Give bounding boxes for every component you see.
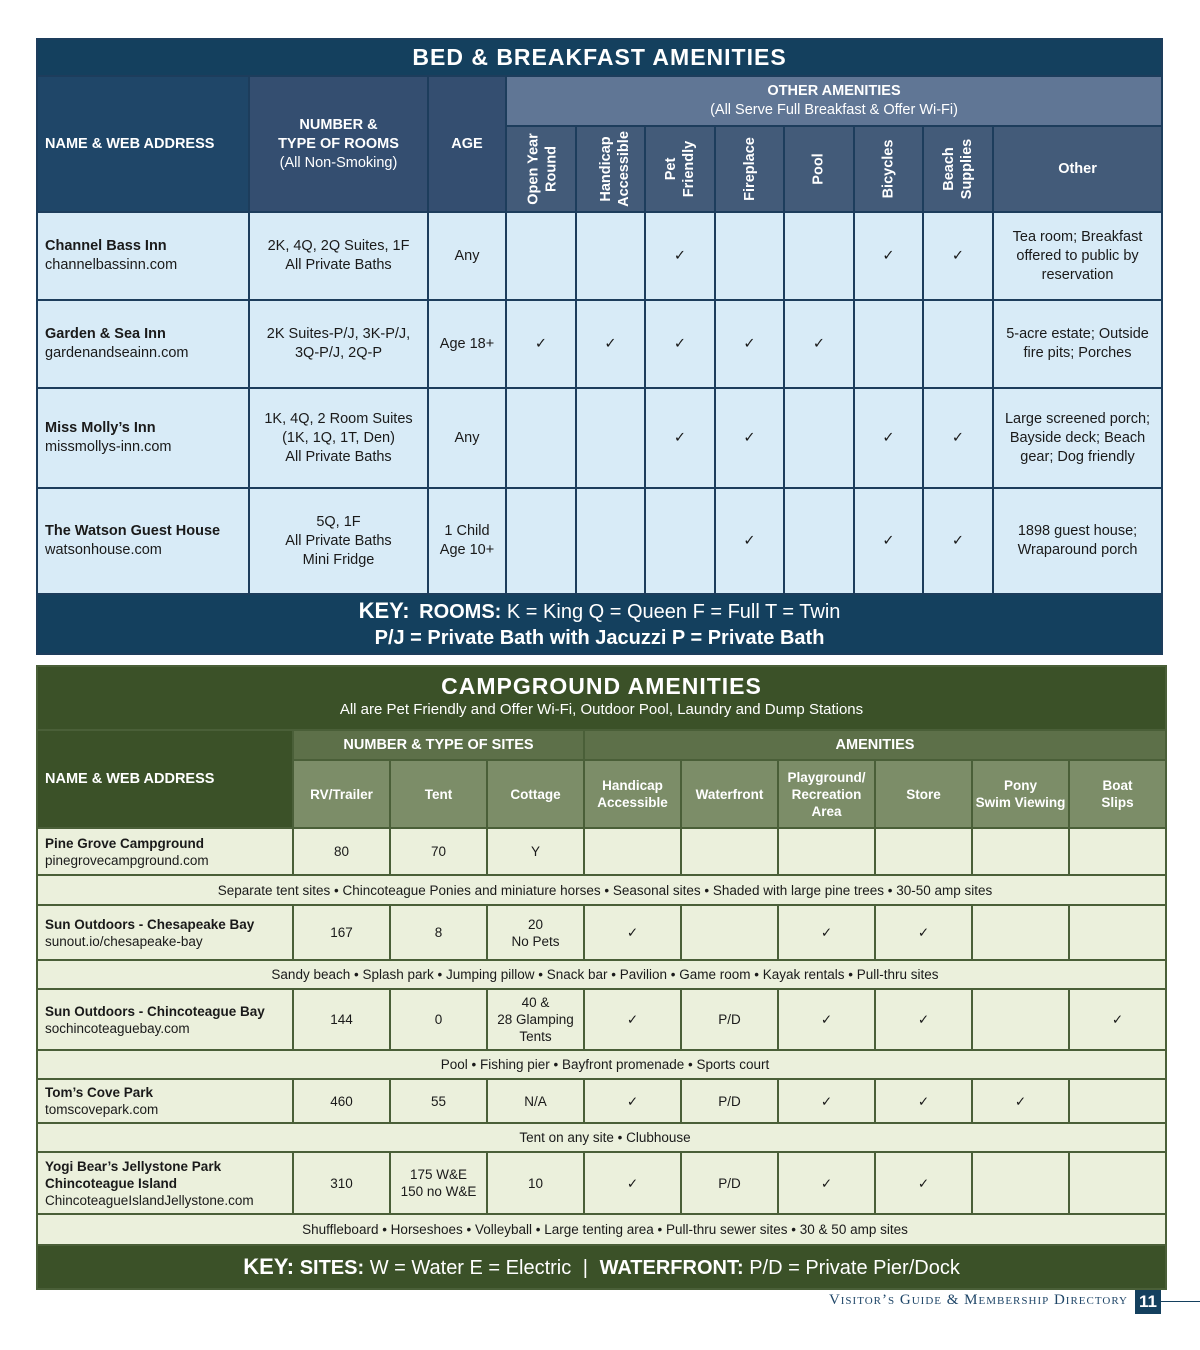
bb-header-other-amenities: OTHER AMENITIES (All Serve Full Breakfast & Offer Wi-Fi) (506, 76, 1162, 126)
cg-header-playground: Playground/ Recreation Area (778, 760, 875, 828)
bb-amenities-table (36, 38, 1163, 655)
cg-rv-cell: 310 (293, 1152, 390, 1214)
check-cell: ✓ (645, 212, 715, 300)
cg-title: CAMPGROUND AMENITIES (441, 673, 762, 699)
check-cell: ✓ (584, 1079, 681, 1123)
check-cell: ✓ (972, 1079, 1069, 1123)
check-cell (778, 828, 875, 875)
bb-age-cell: Any (428, 212, 506, 300)
cg-header-cottage: Cottage (487, 760, 584, 828)
check-cell (854, 300, 923, 388)
cg-name-cell: Sun Outdoors - Chincoteague Bay sochincoteaguebay.com (37, 989, 293, 1050)
bb-key-label: KEY: (358, 597, 410, 623)
bb-header-pet-friendly: Pet Friendly (645, 126, 715, 212)
check-cell: ✓ (645, 388, 715, 488)
cg-waterfront-cell: P/D (681, 989, 778, 1050)
bb-key-rooms-label: ROOMS: (419, 600, 502, 623)
check-cell: ✓ (1069, 989, 1166, 1050)
check-cell: ✓ (875, 1079, 972, 1123)
cg-rv-cell: 144 (293, 989, 390, 1050)
campground-amenities-table (36, 665, 1167, 1290)
check-cell: ✓ (875, 989, 972, 1050)
cg-tent-cell: 0 (390, 989, 487, 1050)
bb-header-beach-supplies: Beach Supplies (923, 126, 993, 212)
check-cell: ✓ (715, 488, 784, 594)
check-cell: ✓ (854, 212, 923, 300)
table-row (37, 388, 1162, 488)
cg-header-rv: RV/Trailer (293, 760, 390, 828)
check-cell (1069, 905, 1166, 960)
cg-header-name: NAME & WEB ADDRESS (37, 730, 293, 828)
cg-tent-cell: 8 (390, 905, 487, 960)
cg-note: Separate tent sites • Chincoteague Ponies and miniature horses • Seasonal sites • Shaded with large pine trees • 30-50 amp sites (37, 875, 1166, 905)
cg-cottage-cell: 40 & 28 Glamping Tents (487, 989, 584, 1050)
cg-name-cell: Yogi Bear’s Jellystone Park Chincoteague Island ChincoteagueIslandJellystone.com (37, 1152, 293, 1214)
bb-rooms-cell: 5Q, 1F All Private Baths Mini Fridge (249, 488, 428, 594)
check-cell (875, 828, 972, 875)
bb-age-cell: 1 Child Age 10+ (428, 488, 506, 594)
page-footer (0, 1290, 1200, 1314)
bb-name-cell: Miss Molly’s Inn missmollys-inn.com (37, 388, 249, 488)
cg-title-block (37, 666, 1166, 730)
check-cell: ✓ (923, 212, 993, 300)
check-cell: ✓ (875, 905, 972, 960)
check-cell: ✓ (854, 488, 923, 594)
cg-key-waterfront-text: P/D = Private Pier/Dock (749, 1256, 960, 1279)
cg-note: Tent on any site • Clubhouse (37, 1123, 1166, 1152)
footer-guide-title: Visitor’s Guide & Membership Directory (828, 1292, 1128, 1308)
cg-key-sites-text: W = Water E = Electric (369, 1256, 572, 1279)
bb-header-bicycles: Bicycles (854, 126, 923, 212)
footer-rule (1161, 1301, 1200, 1302)
bb-header-name: NAME & WEB ADDRESS (37, 76, 249, 212)
cg-key-sites-label: SITES: (299, 1256, 365, 1279)
check-cell (972, 989, 1069, 1050)
check-cell (576, 212, 645, 300)
bb-header-handicap: Handicap Accessible (576, 126, 645, 212)
bb-age-cell: Any (428, 388, 506, 488)
check-cell: ✓ (645, 300, 715, 388)
cg-subtitle: All are Pet Friendly and Offer Wi-Fi, Outdoor Pool, Laundry and Dump Stations (339, 701, 864, 718)
check-cell (506, 488, 576, 594)
bb-age-cell: Age 18+ (428, 300, 506, 388)
cg-rv-cell: 167 (293, 905, 390, 960)
cg-name-cell: Pine Grove Campground pinegrovecampground.com (37, 828, 293, 875)
check-cell: ✓ (715, 388, 784, 488)
check-cell (715, 212, 784, 300)
cg-waterfront-cell: P/D (681, 1079, 778, 1123)
cg-header-waterfront: Waterfront (681, 760, 778, 828)
bb-header-rooms: NUMBER & TYPE OF ROOMS (All Non-Smoking) (249, 76, 428, 212)
check-cell (1069, 828, 1166, 875)
bb-key (37, 594, 1162, 654)
page-number: 11 (1135, 1290, 1161, 1314)
check-cell: ✓ (923, 388, 993, 488)
check-cell: ✓ (576, 300, 645, 388)
check-cell (645, 488, 715, 594)
cg-tent-cell: 175 W&E 150 no W&E (390, 1152, 487, 1214)
bb-other-cell: 1898 guest house; Wraparound porch (993, 488, 1162, 594)
check-cell (576, 488, 645, 594)
bb-title: BED & BREAKFAST AMENITIES (37, 39, 1162, 76)
table-row (37, 905, 1166, 960)
bb-name-cell: Garden & Sea Inn gardenandseainn.com (37, 300, 249, 388)
bb-rooms-cell: 2K Suites-P/J, 3K-P/J, 3Q-P/J, 2Q-P (249, 300, 428, 388)
check-cell (784, 488, 854, 594)
check-cell (972, 905, 1069, 960)
bb-header-open-year-round: Open Year Round (506, 126, 576, 212)
cg-name-cell: Sun Outdoors - Chesapeake Bay sunout.io/chesapeake-bay (37, 905, 293, 960)
cg-cottage-cell: N/A (487, 1079, 584, 1123)
cg-rv-cell: 460 (293, 1079, 390, 1123)
table-row (37, 1079, 1166, 1123)
bb-rooms-cell: 2K, 4Q, 2Q Suites, 1F All Private Baths (249, 212, 428, 300)
cg-note: Shuffleboard • Horseshoes • Volleyball • Large tenting area • Pull-thru sewer sites • 30 & 50 amp sites (37, 1214, 1166, 1245)
check-cell (972, 828, 1069, 875)
cg-key-waterfront-label: WATERFRONT: (599, 1256, 744, 1279)
check-cell: ✓ (854, 388, 923, 488)
cg-header-amenities: AMENITIES (584, 730, 1166, 760)
bb-header-other: Other (993, 126, 1162, 212)
cg-waterfront-cell (681, 905, 778, 960)
check-cell: ✓ (923, 488, 993, 594)
bb-name-cell: Channel Bass Inn channelbassinn.com (37, 212, 249, 300)
table-row (37, 989, 1166, 1050)
check-cell (923, 300, 993, 388)
bb-header-fireplace: Fireplace (715, 126, 784, 212)
cg-tent-cell: 55 (390, 1079, 487, 1123)
bb-name-cell: The Watson Guest House watsonhouse.com (37, 488, 249, 594)
cg-tent-cell: 70 (390, 828, 487, 875)
bb-rooms-cell: 1K, 4Q, 2 Room Suites (1K, 1Q, 1T, Den) All Private Baths (249, 388, 428, 488)
cg-waterfront-cell (681, 828, 778, 875)
check-cell (784, 388, 854, 488)
cg-header-handicap: Handicap Accessible (584, 760, 681, 828)
check-cell: ✓ (506, 300, 576, 388)
check-cell: ✓ (778, 989, 875, 1050)
cg-waterfront-cell: P/D (681, 1152, 778, 1214)
cg-note: Sandy beach • Splash park • Jumping pillow • Snack bar • Pavilion • Game room • Kayak rentals • Pull-thru sites (37, 960, 1166, 989)
bb-key-line1: K = King Q = Queen F = Full T = Twin (506, 600, 841, 623)
bb-other-cell: Large screened porch; Bayside deck; Beach gear; Dog friendly (993, 388, 1162, 488)
check-cell: ✓ (715, 300, 784, 388)
check-cell: ✓ (584, 1152, 681, 1214)
check-cell (576, 388, 645, 488)
table-row (37, 1152, 1166, 1214)
table-row (37, 212, 1162, 300)
check-cell (506, 388, 576, 488)
cg-name-cell: Tom’s Cove Park tomscovepark.com (37, 1079, 293, 1123)
cg-cottage-cell: 10 (487, 1152, 584, 1214)
cg-cottage-cell: Y (487, 828, 584, 875)
check-cell: ✓ (778, 1079, 875, 1123)
table-row (37, 300, 1162, 388)
check-cell: ✓ (778, 1152, 875, 1214)
bb-other-cell: 5-acre estate; Outside fire pits; Porches (993, 300, 1162, 388)
check-cell: ✓ (784, 300, 854, 388)
check-cell (1069, 1079, 1166, 1123)
bb-header-pool: Pool (784, 126, 854, 212)
cg-rv-cell: 80 (293, 828, 390, 875)
cg-cottage-cell: 20 No Pets (487, 905, 584, 960)
check-cell (1069, 1152, 1166, 1214)
bb-key-line2: P/J = Private Bath with Jacuzzi P = Private Bath (374, 626, 825, 649)
cg-header-store: Store (875, 760, 972, 828)
cg-header-tent: Tent (390, 760, 487, 828)
bb-other-cell: Tea room; Breakfast offered to public by reservation (993, 212, 1162, 300)
check-cell: ✓ (875, 1152, 972, 1214)
check-cell: ✓ (584, 989, 681, 1050)
cg-key-separator: | (582, 1256, 588, 1279)
check-cell: ✓ (584, 905, 681, 960)
check-cell: ✓ (778, 905, 875, 960)
table-row (37, 488, 1162, 594)
check-cell (506, 212, 576, 300)
check-cell (584, 828, 681, 875)
cg-header-sites: NUMBER & TYPE OF SITES (293, 730, 584, 760)
bb-header-age: AGE (428, 76, 506, 212)
cg-key-label: KEY: (243, 1253, 295, 1279)
cg-key (37, 1245, 1166, 1289)
cg-header-boat: Boat Slips (1069, 760, 1166, 828)
cg-header-pony: Pony Swim Viewing (972, 760, 1069, 828)
cg-note: Pool • Fishing pier • Bayfront promenade • Sports court (37, 1050, 1166, 1079)
table-row (37, 828, 1166, 875)
check-cell (784, 212, 854, 300)
check-cell (972, 1152, 1069, 1214)
